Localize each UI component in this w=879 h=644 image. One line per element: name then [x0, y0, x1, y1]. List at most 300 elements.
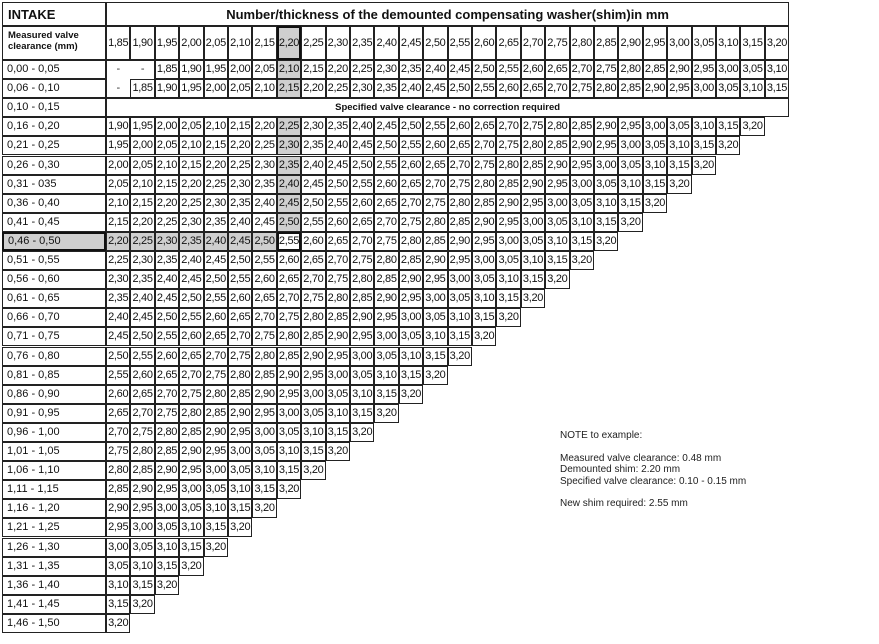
shim-value-cell: 3,20 — [496, 308, 520, 327]
shim-value-cell: 2,55 — [106, 366, 130, 385]
shim-value-cell: 2,10 — [155, 156, 179, 175]
shim-value-cell: 3,10 — [570, 213, 594, 232]
shim-value-cell: 2,50 — [326, 175, 350, 194]
shim-value-cell: 2,90 — [448, 232, 472, 251]
shim-value-cell: 2,25 — [106, 251, 130, 270]
shim-value-cell: 2,70 — [326, 251, 350, 270]
shim-value-cell: 3,00 — [179, 480, 203, 499]
shim-value-cell: 3,15 — [618, 194, 642, 213]
shim-value-cell: 2,30 — [350, 79, 374, 98]
shim-value-cell: 2,40 — [179, 251, 203, 270]
shim-value-cell: 2,95 — [667, 79, 691, 98]
shim-value-cell: 2,80 — [399, 232, 423, 251]
shim-value-cell: 2,65 — [204, 327, 228, 346]
shim-value-cell: 2,60 — [521, 60, 545, 79]
shim-value-cell: 2,80 — [252, 347, 276, 366]
shim-value-cell: 3,10 — [130, 557, 154, 576]
shim-value-cell: 3,20 — [740, 117, 764, 136]
shim-value-cell: 2,40 — [423, 60, 447, 79]
shim-value-cell: 2,65 — [179, 347, 203, 366]
shim-value-cell: 3,20 — [716, 136, 740, 155]
shim-value-cell: 3,15 — [667, 156, 691, 175]
shim-value-cell: 2,95 — [204, 442, 228, 461]
shim-value-cell: 3,05 — [130, 538, 154, 557]
shim-value-cell: 2,15 — [106, 213, 130, 232]
shim-value-cell: 2,95 — [179, 461, 203, 480]
row-label: 1,01 - 1,05 — [2, 442, 106, 461]
shim-value-cell: 3,00 — [326, 366, 350, 385]
shim-header: 2,65 — [496, 26, 520, 60]
shim-value-cell: 2,30 — [179, 213, 203, 232]
shim-value-cell: 2,75 — [399, 213, 423, 232]
shim-value-cell: 2,75 — [130, 423, 154, 442]
shim-value-cell: 2,05 — [155, 136, 179, 155]
shim-value-cell: 2,40 — [204, 232, 228, 251]
shim-value-cell: 2,50 — [252, 232, 276, 251]
shim-value-cell: 2,95 — [618, 117, 642, 136]
shim-value-cell: 3,10 — [594, 194, 618, 213]
shim-value-cell: 2,60 — [399, 156, 423, 175]
row-label: 1,26 - 1,30 — [2, 538, 106, 557]
shim-value-cell: 2,05 — [106, 175, 130, 194]
shim-value-cell: 2,80 — [204, 385, 228, 404]
row-label: 0,51 - 0,55 — [2, 251, 106, 270]
shim-value-cell: 2,20 — [179, 175, 203, 194]
shim-value-cell: 3,00 — [350, 347, 374, 366]
shim-value-cell: 2,95 — [594, 136, 618, 155]
shim-header: 3,10 — [716, 26, 740, 60]
shim-value-cell: 2,85 — [155, 442, 179, 461]
shim-value-cell: 3,15 — [204, 518, 228, 537]
shim-value-cell: 2,65 — [423, 156, 447, 175]
shim-value-cell: 2,80 — [350, 270, 374, 289]
shim-value-cell: 2,65 — [521, 79, 545, 98]
shim-value-cell: 2,40 — [399, 79, 423, 98]
shim-value-cell: 2,30 — [155, 232, 179, 251]
shim-value-cell: 3,15 — [765, 79, 789, 98]
note-new-shim: New shim required: 2.55 mm — [560, 498, 688, 509]
shim-value-cell: 3,00 — [277, 404, 301, 423]
shim-value-cell: 3,10 — [448, 308, 472, 327]
shim-value-cell: 2,15 — [179, 156, 203, 175]
shim-value-cell: 2,65 — [155, 366, 179, 385]
shim-value-cell: 2,75 — [472, 156, 496, 175]
shim-value-cell: 2,70 — [106, 423, 130, 442]
shim-value-cell: 3,00 — [716, 60, 740, 79]
shim-value-cell: 2,70 — [374, 213, 398, 232]
shim-value-cell: 1,90 — [179, 60, 203, 79]
shim-value-cell: 2,55 — [155, 327, 179, 346]
shim-value-cell: 2,30 — [252, 156, 276, 175]
shim-value-cell: 2,90 — [643, 79, 667, 98]
shim-value-cell: 3,10 — [496, 270, 520, 289]
shim-value-cell: 3,00 — [496, 232, 520, 251]
shim-value-cell: 2,90 — [204, 423, 228, 442]
shim-value-cell: 2,85 — [374, 270, 398, 289]
shim-value-cell: 3,10 — [692, 117, 716, 136]
shim-value-cell: 3,20 — [570, 251, 594, 270]
shim-value-cell: 3,05 — [252, 442, 276, 461]
shim-value-cell: 2,35 — [204, 213, 228, 232]
shim-value-cell: 2,10 — [179, 136, 203, 155]
shim-value-cell: 3,15 — [692, 136, 716, 155]
shim-value-cell: 2,50 — [399, 117, 423, 136]
shim-value-cell: 3,00 — [130, 518, 154, 537]
shim-value-cell: 2,90 — [130, 480, 154, 499]
note-demounted: Demounted shim: 2.20 mm — [560, 464, 681, 475]
shim-value-cell: 2,30 — [374, 60, 398, 79]
shim-value-cell: 2,75 — [374, 232, 398, 251]
shim-header: 2,60 — [472, 26, 496, 60]
shim-value-cell: 2,30 — [204, 194, 228, 213]
shim-value-cell: 2,20 — [252, 117, 276, 136]
shim-value-cell: 3,15 — [374, 385, 398, 404]
row-label: 0,66 - 0,70 — [2, 308, 106, 327]
shim-value-cell: 2,80 — [301, 308, 325, 327]
shim-value-cell: 1,90 — [106, 117, 130, 136]
row-label: 1,06 - 1,10 — [2, 461, 106, 480]
shim-value-cell: 2,20 — [106, 232, 130, 251]
shim-value-cell: 2,10 — [106, 194, 130, 213]
shim-value-cell: 2,20 — [204, 156, 228, 175]
shim-value-cell: 2,50 — [448, 79, 472, 98]
shim-header: 3,00 — [667, 26, 691, 60]
row-label: 0,41 - 0,45 — [2, 213, 106, 232]
shim-value-cell: 3,20 — [618, 213, 642, 232]
shim-header: 2,50 — [423, 26, 447, 60]
shim-value-cell: 2,90 — [179, 442, 203, 461]
shim-value-cell: 3,05 — [326, 385, 350, 404]
shim-value-cell: 2,95 — [277, 385, 301, 404]
shim-value-cell: 2,75 — [350, 251, 374, 270]
shim-value-cell: 2,55 — [179, 308, 203, 327]
shim-value-cell: 3,10 — [472, 289, 496, 308]
shim-value-cell: 3,20 — [277, 480, 301, 499]
shim-value-cell: 2,80 — [594, 79, 618, 98]
shim-value-cell: 3,00 — [204, 461, 228, 480]
shim-value-cell: 3,05 — [106, 557, 130, 576]
shim-value-cell: 2,70 — [423, 175, 447, 194]
shim-value-cell: 2,30 — [228, 175, 252, 194]
shim-value-cell: 3,00 — [423, 289, 447, 308]
shim-value-cell: 3,20 — [643, 194, 667, 213]
shim-value-cell: 2,75 — [423, 194, 447, 213]
shim-value-cell: 2,50 — [204, 270, 228, 289]
shim-value-cell: 2,60 — [496, 79, 520, 98]
shim-header: 2,10 — [228, 26, 252, 60]
note-heading: NOTE to example: — [560, 430, 643, 441]
shim-value-cell: 2,60 — [130, 366, 154, 385]
shim-value-cell: 2,15 — [301, 60, 325, 79]
shim-value-cell: 2,30 — [130, 251, 154, 270]
shim-header: 2,25 — [301, 26, 325, 60]
shim-value-cell: 3,20 — [667, 175, 691, 194]
row-label: 0,96 - 1,00 — [2, 423, 106, 442]
shim-value-cell: 2,85 — [301, 327, 325, 346]
shim-value-cell: 3,05 — [545, 213, 569, 232]
shim-value-cell: 2,85 — [472, 194, 496, 213]
shim-value-cell: 2,80 — [130, 442, 154, 461]
shim-header: 2,35 — [350, 26, 374, 60]
shim-value-cell: 2,45 — [106, 327, 130, 346]
shim-value-cell: 2,35 — [130, 270, 154, 289]
shim-value-cell: 2,25 — [204, 175, 228, 194]
row-label: 0,36 - 0,40 — [2, 194, 106, 213]
shim-value-cell: 2,75 — [155, 404, 179, 423]
shim-value-cell: 2,75 — [106, 442, 130, 461]
shim-value-cell: 2,25 — [252, 136, 276, 155]
shim-value-cell: 1,95 — [179, 79, 203, 98]
row-label: 1,36 - 1,40 — [2, 576, 106, 595]
shim-value-cell: 2,85 — [521, 156, 545, 175]
shim-value-cell: 2,75 — [521, 117, 545, 136]
shim-value-cell: 3,00 — [228, 442, 252, 461]
shim-header: 2,70 — [521, 26, 545, 60]
row-label: 0,56 - 0,60 — [2, 270, 106, 289]
shim-value-cell: 2,55 — [496, 60, 520, 79]
shim-value-cell: 3,00 — [618, 136, 642, 155]
shim-value-cell: 3,05 — [155, 518, 179, 537]
shim-value-cell: 2,20 — [228, 136, 252, 155]
shim-value-cell: 3,20 — [594, 232, 618, 251]
shim-value-cell: 2,60 — [204, 308, 228, 327]
shim-value-cell: 2,05 — [179, 117, 203, 136]
shim-value-cell: 2,90 — [301, 347, 325, 366]
shim-value-cell: 3,20 — [252, 499, 276, 518]
shim-value-cell: 2,60 — [228, 289, 252, 308]
shim-value-cell: 2,45 — [204, 251, 228, 270]
intake-title: INTAKE — [2, 2, 106, 26]
shim-header: 2,75 — [545, 26, 569, 60]
row-label: 0,81 - 0,85 — [2, 366, 106, 385]
shim-value-cell: 3,15 — [301, 442, 325, 461]
shim-value-cell: 3,05 — [496, 251, 520, 270]
shim-value-cell: 2,95 — [472, 232, 496, 251]
row-label: 0,06 - 0,10 — [2, 79, 106, 98]
shim-value-cell: 2,10 — [277, 60, 301, 79]
shim-value-cell: 2,65 — [374, 194, 398, 213]
shim-value-cell: 2,00 — [228, 60, 252, 79]
row-label: 1,31 - 1,35 — [2, 557, 106, 576]
shim-value-cell: 2,45 — [423, 79, 447, 98]
shim-value-cell: 2,80 — [326, 289, 350, 308]
shim-value-cell: 3,00 — [594, 156, 618, 175]
shim-value-cell: 2,90 — [228, 404, 252, 423]
shim-value-cell: 3,20 — [106, 614, 130, 633]
shim-value-cell: 2,95 — [545, 175, 569, 194]
shim-value-cell: 2,65 — [301, 251, 325, 270]
shim-value-cell: 2,55 — [228, 270, 252, 289]
shim-header: 3,05 — [692, 26, 716, 60]
shim-value-cell: 2,95 — [692, 60, 716, 79]
shim-value-cell: 2,70 — [228, 327, 252, 346]
shim-value-cell: 2,80 — [545, 117, 569, 136]
shim-value-cell: 2,90 — [277, 366, 301, 385]
shim-value-cell: 2,60 — [301, 232, 325, 251]
shim-value-cell: 2,65 — [106, 404, 130, 423]
shim-value-cell: 3,00 — [521, 213, 545, 232]
shim-value-cell: 3,20 — [399, 385, 423, 404]
shim-header: 3,20 — [765, 26, 789, 60]
shim-value-cell: 3,10 — [643, 156, 667, 175]
shim-value-cell: 2,60 — [252, 270, 276, 289]
shim-value-cell: 2,85 — [179, 423, 203, 442]
shim-value-cell: 2,85 — [350, 289, 374, 308]
shim-value-cell: 2,50 — [374, 136, 398, 155]
shim-value-cell: 2,25 — [277, 117, 301, 136]
shim-value-cell: 3,20 — [130, 595, 154, 614]
shim-value-cell: 2,60 — [350, 194, 374, 213]
shim-value-cell: 2,95 — [374, 308, 398, 327]
shim-value-cell: 2,00 — [204, 79, 228, 98]
shim-value-cell: 2,55 — [130, 347, 154, 366]
table-title: Number/thickness of the demounted compensating washer(shim)in mm — [106, 2, 789, 26]
shim-value-cell: 2,50 — [472, 60, 496, 79]
shim-value-cell: 2,25 — [350, 60, 374, 79]
shim-value-cell: 2,70 — [301, 270, 325, 289]
shim-value-cell: 3,10 — [618, 175, 642, 194]
shim-value-cell: 2,60 — [448, 117, 472, 136]
shim-value-cell: 2,95 — [399, 289, 423, 308]
shim-value-cell: 2,65 — [228, 308, 252, 327]
shim-value-cell: 2,55 — [326, 194, 350, 213]
shim-value-cell: 2,90 — [570, 136, 594, 155]
shim-value-cell: 3,05 — [228, 461, 252, 480]
shim-value-cell: 3,10 — [667, 136, 691, 155]
shim-value-cell: 2,55 — [204, 289, 228, 308]
shim-value-cell: 3,10 — [326, 404, 350, 423]
shim-value-cell: 2,35 — [277, 156, 301, 175]
shim-value-cell: 2,90 — [106, 499, 130, 518]
shim-value-cell: 3,20 — [179, 557, 203, 576]
shim-value-cell: 3,15 — [130, 576, 154, 595]
shim-value-cell: 2,40 — [106, 308, 130, 327]
note-specified: Specified valve clearance: 0.10 - 0.15 mm — [560, 475, 747, 487]
shim-value-cell: 2,75 — [326, 270, 350, 289]
shim-header: 1,85 — [106, 26, 130, 60]
shim-value-cell: 2,95 — [252, 404, 276, 423]
shim-value-cell: 3,15 — [545, 251, 569, 270]
shim-value-cell: 3,15 — [521, 270, 545, 289]
shim-value-cell: 3,10 — [179, 518, 203, 537]
empty-cell: - — [116, 63, 120, 76]
shim-value-cell: 2,85 — [448, 213, 472, 232]
shim-value-cell: 2,45 — [448, 60, 472, 79]
shim-value-cell: 2,50 — [350, 156, 374, 175]
row-label: 1,46 - 1,50 — [2, 614, 106, 633]
shim-value-cell: 2,90 — [350, 308, 374, 327]
shim-value-cell: 2,80 — [472, 175, 496, 194]
shim-value-cell: 2,35 — [228, 194, 252, 213]
row-label: 0,21 - 0,25 — [2, 136, 106, 155]
shim-value-cell: 2,90 — [472, 213, 496, 232]
shim-value-cell: 2,95 — [496, 213, 520, 232]
shim-value-cell: 3,15 — [472, 308, 496, 327]
shim-value-cell: 3,20 — [374, 404, 398, 423]
shim-value-cell: 2,95 — [155, 480, 179, 499]
shim-value-cell: 2,55 — [301, 213, 325, 232]
shim-value-cell: 3,05 — [570, 194, 594, 213]
row-label: 1,41 - 1,45 — [2, 595, 106, 614]
shim-value-cell: 2,90 — [423, 251, 447, 270]
shim-value-cell: 2,45 — [277, 194, 301, 213]
shim-value-cell: 3,10 — [252, 461, 276, 480]
shim-value-cell: 2,15 — [204, 136, 228, 155]
shim-value-cell: 2,10 — [130, 175, 154, 194]
shim-value-cell: 2,65 — [448, 136, 472, 155]
shim-value-cell: 3,20 — [692, 156, 716, 175]
shim-header: 2,80 — [570, 26, 594, 60]
shim-value-cell: 3,15 — [106, 595, 130, 614]
shim-value-cell: 2,75 — [179, 385, 203, 404]
shim-value-cell: 2,85 — [252, 366, 276, 385]
shim-value-cell: 2,80 — [277, 327, 301, 346]
shim-value-cell: 2,10 — [204, 117, 228, 136]
shim-value-cell: 3,05 — [179, 499, 203, 518]
shim-value-cell: 2,65 — [130, 385, 154, 404]
shim-value-cell: 2,50 — [277, 213, 301, 232]
row-label: 0,71 - 0,75 — [2, 327, 106, 346]
shim-value-cell: 2,35 — [301, 136, 325, 155]
shim-value-cell: 1,85 — [130, 79, 154, 98]
shim-value-cell: 2,50 — [228, 251, 252, 270]
empty-cell: - — [116, 82, 120, 95]
shim-value-cell: 3,05 — [423, 308, 447, 327]
shim-value-cell: 2,40 — [350, 117, 374, 136]
shim-value-cell: 2,85 — [326, 308, 350, 327]
highlighted-shim-header: 2,20 — [277, 26, 301, 60]
measured-clearance-header: Measured valve clearance (mm) — [2, 26, 106, 60]
shim-value-cell: 2,05 — [252, 60, 276, 79]
row-label: 0,16 - 0,20 — [2, 117, 106, 136]
shim-value-cell: 2,75 — [496, 136, 520, 155]
shim-value-cell: 2,05 — [228, 79, 252, 98]
shim-value-cell: 2,85 — [570, 117, 594, 136]
shim-value-cell: 2,80 — [618, 60, 642, 79]
shim-value-cell: 3,05 — [594, 175, 618, 194]
shim-value-cell: 3,20 — [350, 423, 374, 442]
shim-value-cell: 2,95 — [228, 423, 252, 442]
shim-value-cell: 2,20 — [155, 194, 179, 213]
shim-value-cell: 2,75 — [252, 327, 276, 346]
shim-value-cell: 2,70 — [545, 79, 569, 98]
shim-value-cell: 3,10 — [277, 442, 301, 461]
shim-value-cell: 3,00 — [643, 117, 667, 136]
shim-value-cell: 2,90 — [374, 289, 398, 308]
shim-value-cell: 1,85 — [155, 60, 179, 79]
shim-value-cell: 3,05 — [277, 423, 301, 442]
shim-value-cell: 2,85 — [496, 175, 520, 194]
shim-value-cell: 2,95 — [301, 366, 325, 385]
row-label: 0,86 - 0,90 — [2, 385, 106, 404]
shim-value-cell: 3,10 — [521, 251, 545, 270]
shim-value-cell: 3,00 — [106, 538, 130, 557]
row-label: 0,76 - 0,80 — [2, 347, 106, 366]
shim-value-cell: 3,05 — [374, 347, 398, 366]
shim-value-cell: 3,00 — [692, 79, 716, 98]
shim-value-cell: 3,05 — [472, 270, 496, 289]
shim-value-cell: 3,05 — [204, 480, 228, 499]
shim-value-cell: 2,20 — [301, 79, 325, 98]
row-label: 0,26 - 0,30 — [2, 156, 106, 175]
shim-value-cell: 2,70 — [155, 385, 179, 404]
shim-value-cell: 2,70 — [204, 347, 228, 366]
shim-value-cell: 2,25 — [130, 232, 154, 251]
shim-value-cell: 2,80 — [179, 404, 203, 423]
shim-value-cell: 2,05 — [130, 156, 154, 175]
shim-value-cell: 3,05 — [521, 232, 545, 251]
shim-value-cell: 2,80 — [155, 423, 179, 442]
